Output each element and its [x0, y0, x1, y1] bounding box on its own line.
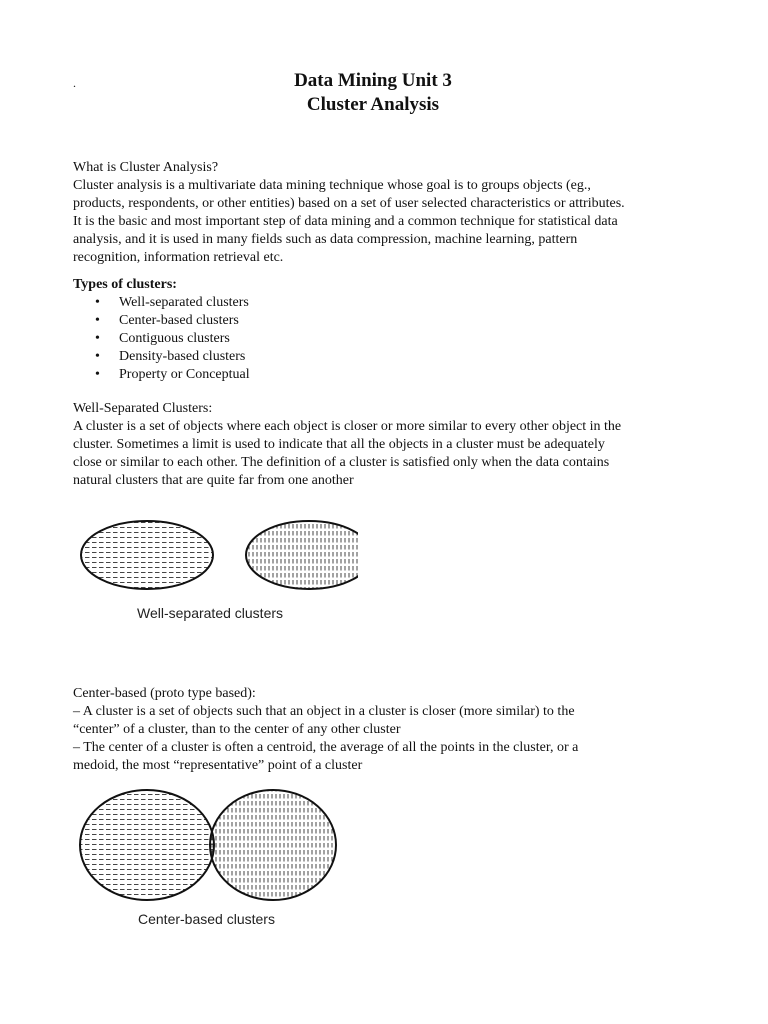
- list-item-label: Property or Conceptual: [119, 367, 250, 382]
- center-based-section: [73, 685, 723, 775]
- document-title: Data Mining Unit 3: [294, 70, 452, 91]
- stray-mark: .: [73, 76, 76, 90]
- center-based-clusters-illustration: [78, 787, 348, 902]
- cluster-ellipse-horizontal-dashes: [81, 521, 213, 589]
- cluster-ellipse-vertical-dashes: [246, 521, 358, 589]
- document-subtitle: Cluster Analysis: [306, 94, 440, 115]
- bullet-icon: •: [95, 367, 100, 382]
- list-item-label: Contiguous clusters: [119, 331, 230, 346]
- section-line: close or similar to each other. The definition of a cluster is satisfied only when the data contains: [73, 455, 610, 470]
- bullet-icon: •: [95, 295, 100, 310]
- types-list: [73, 294, 723, 384]
- section-line: – A cluster is a set of objects such that an object in a cluster is closer (more similar) to the: [73, 704, 575, 719]
- list-item: [73, 312, 723, 330]
- cluster-ellipse-vertical-dashes: [210, 790, 336, 900]
- figure-caption: Center-based clusters: [138, 911, 275, 927]
- list-item: [73, 294, 723, 312]
- intro-question: What is Cluster Analysis?: [73, 160, 219, 175]
- section-line: “center” of a cluster, than to the center of any other cluster: [73, 722, 401, 737]
- intro-line: It is the basic and most important step of data mining and a common technique for statistical data: [73, 214, 618, 229]
- well-separated-figure: [78, 510, 358, 630]
- section-line: medoid, the most “representative” point of a cluster: [73, 758, 363, 773]
- center-based-figure: [78, 787, 348, 932]
- bullet-icon: •: [95, 331, 100, 346]
- types-heading: Types of clusters:: [73, 277, 177, 292]
- intro-line: products, respondents, or other entities) based on a set of user selected characteristics or attributes.: [73, 196, 625, 211]
- section-heading: Well-Separated Clusters:: [73, 401, 213, 416]
- list-item: [73, 330, 723, 348]
- intro-line: analysis, and it is used in many fields such as data compression, machine learning, pattern: [73, 232, 578, 247]
- intro-line: Cluster analysis is a multivariate data mining technique whose goal is to groups objects (eg.,: [73, 178, 591, 193]
- bullet-icon: •: [95, 313, 100, 328]
- list-item-label: Density-based clusters: [119, 349, 246, 364]
- list-item-label: Center-based clusters: [119, 313, 239, 328]
- section-line: A cluster is a set of objects where each object is closer or more similar to every other object in the: [73, 419, 622, 434]
- section-heading: Center-based (proto type based):: [73, 686, 256, 701]
- intro-line: recognition, information retrieval etc.: [73, 250, 284, 265]
- well-separated-section: [73, 400, 723, 490]
- figure-caption: Well-separated clusters: [137, 605, 284, 621]
- section-line: natural clusters that are quite far from one another: [73, 473, 354, 488]
- list-item-label: Well-separated clusters: [119, 295, 249, 310]
- section-line: – The center of a cluster is often a centroid, the average of all the points in the cluster, or a: [73, 740, 579, 755]
- cluster-ellipse-horizontal-dashes: [80, 790, 214, 900]
- types-section: [73, 276, 723, 384]
- intro-section: [73, 159, 723, 267]
- section-line: cluster. Sometimes a limit is used to indicate that all the objects in a cluster must be adequately: [73, 437, 605, 452]
- bullet-icon: •: [95, 349, 100, 364]
- well-separated-clusters-illustration: [78, 510, 358, 600]
- list-item: [73, 348, 723, 366]
- list-item: [73, 366, 723, 384]
